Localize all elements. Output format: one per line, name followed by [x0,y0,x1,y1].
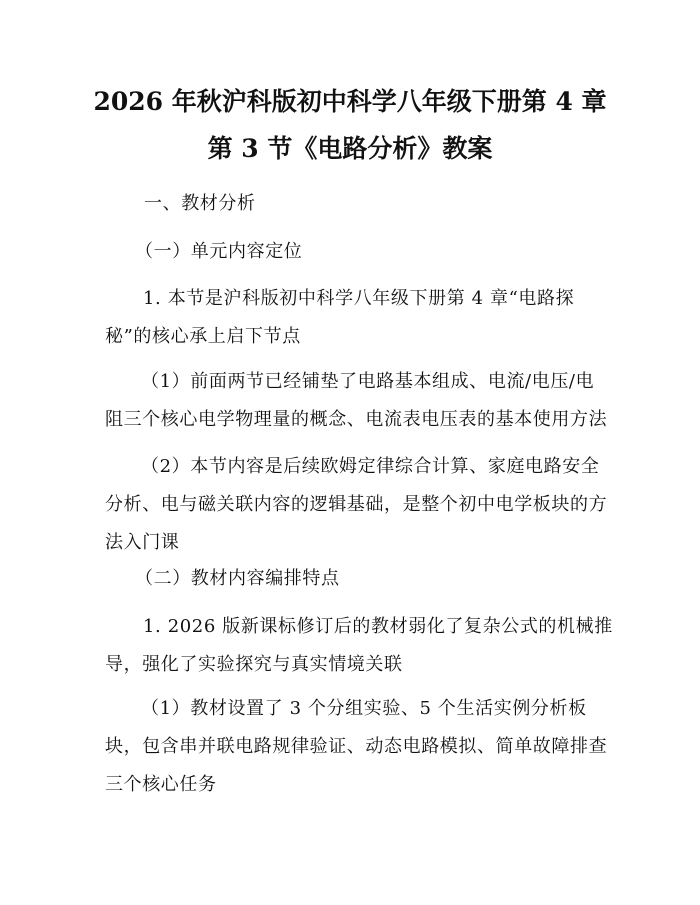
paragraph-item-1-b [105,608,613,684]
paragraph-line: 分析、电与磁关联内容的逻辑基础，是整个初中电学板块的方 [105,494,608,515]
paragraph-item-1 [105,280,605,356]
paragraph-point-1-b [105,690,608,804]
document-title-line-1: 2026 年秋沪科版初中科学八年级下册第 4 章 [93,87,607,116]
subsection-heading-content-arrangement: （二）教材内容编排特点 [135,568,340,589]
document-title-line-2: 第 3 节《电路分析》教案 [207,134,493,163]
paragraph-point-1 [105,363,608,439]
paragraph-point-2 [105,448,608,562]
paragraph-line: （1）前面两节已经铺垫了电路基本组成、电流/电压/电 [141,371,595,392]
paragraph-line: （2）本节内容是后续欧姆定律综合计算、家庭电路安全 [141,456,600,477]
paragraph-line: 1. 本节是沪科版初中科学八年级下册第 4 章“电路探 [143,288,575,309]
subsection-heading-unit-content-positioning: （一）单元内容定位 [135,241,303,262]
paragraph-line: 导，强化了实验探究与真实情境关联 [105,654,403,675]
paragraph-line: （1）教材设置了 3 个分组实验、5 个生活实例分析板 [141,698,587,719]
paragraph-line: 三个核心任务 [105,774,217,795]
paragraph-line: 1. 2026 版新课标修订后的教材弱化了复杂公式的机械推 [143,616,613,637]
paragraph-line: 阻三个核心电学物理量的概念、电流表电压表的基本使用方法 [105,409,608,430]
section-heading-teaching-material-analysis: 一、教材分析 [144,193,256,214]
paragraph-line: 秘”的核心承上启下节点 [105,326,301,347]
paragraph-line: 块，包含串并联电路规律验证、动态电路模拟、简单故障排查 [105,736,608,757]
paragraph-line: 法入门课 [105,532,180,553]
